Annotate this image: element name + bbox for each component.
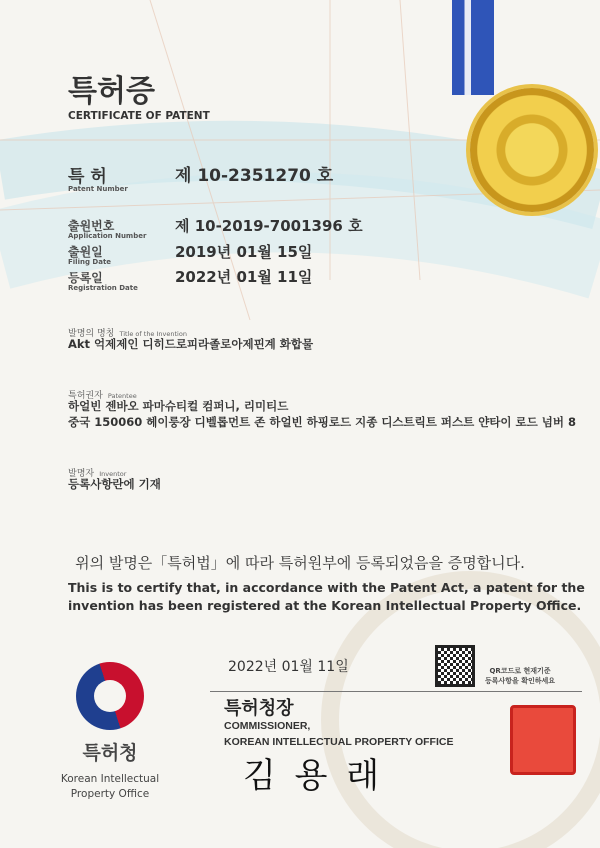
certification-en-1: This is to certify that, in accordance with the Patent Act, a patent for the — [68, 580, 585, 595]
qr-code[interactable] — [435, 645, 475, 687]
official-stamp — [510, 705, 576, 775]
office-name-en — [50, 772, 170, 802]
invention-title: Akt 억제제인 디히드로피라졸로아제핀계 화합물 — [68, 337, 314, 351]
page-title: 특허증 — [68, 74, 155, 109]
registration-label: 등록일 — [68, 271, 103, 285]
certification-en-2: invention has been registered at the Korean Intellectual Property Office. — [68, 598, 582, 613]
patent-label-en: Patent Number — [68, 185, 128, 193]
signature: 김 용 래 — [243, 756, 384, 796]
patent-label: 특 허 — [68, 167, 107, 187]
patentee-label-en: Patentee — [107, 392, 137, 400]
inventor-label-en: Inventor — [99, 470, 127, 478]
certification-ko: 위의 발명은「특허법」에 따라 특허원부에 등록되었음을 증명합니다. — [75, 554, 525, 572]
registration-date: 2022년 01월 11일 — [175, 268, 313, 286]
invention-label: 발명의 명칭 — [68, 329, 115, 339]
filing-date: 2019년 01월 15일 — [175, 243, 313, 261]
qr-note — [485, 666, 555, 686]
office-name-ko: 특허청 — [82, 742, 138, 764]
patent-number: 제 10-2351270 호 — [175, 166, 334, 186]
application-label: 출원번호 — [68, 219, 115, 233]
patentee-name: 하얼빈 젠바오 파마슈티컬 컴퍼니, 리미티드 — [68, 399, 289, 413]
divider — [210, 691, 582, 692]
inventor-value: 등록사항란에 기재 — [68, 477, 161, 491]
qr-note-1: QR코드로 현재기준 — [489, 667, 551, 675]
application-number: 제 10-2019-7001396 호 — [175, 217, 363, 235]
office-name-en-2: Property Office — [70, 788, 150, 800]
ribbon — [452, 0, 494, 95]
issue-date: 2022년 01월 11일 — [228, 659, 349, 675]
kipo-logo — [76, 662, 144, 730]
invention-label-en: Title of the Invention — [119, 330, 187, 338]
patentee-address: 중국 150060 헤이룽장 디벨롭먼트 존 하얼빈 하핑로드 지종 디스트릭트 퍼스트 얀타이 로드 넘버 8 — [68, 415, 576, 429]
office-name-en-1: Korean Intellectual — [60, 773, 160, 785]
application-label-en: Application Number — [68, 232, 147, 240]
gold-seal — [470, 88, 594, 212]
page-subtitle: CERTIFICATE OF PATENT — [68, 110, 210, 122]
patentee-label: 특허권자 — [68, 391, 103, 401]
qr-note-2: 등록사항을 확인하세요 — [485, 677, 556, 685]
registration-label-en: Registration Date — [68, 284, 138, 292]
commissioner-ko: 특허청장 — [224, 698, 294, 719]
inventor-label: 발명자 — [68, 469, 95, 479]
filing-label: 출원일 — [68, 245, 103, 259]
commissioner-en-2: KOREAN INTELLECTUAL PROPERTY OFFICE — [224, 736, 454, 748]
commissioner-en-1: COMMISSIONER, — [224, 720, 311, 732]
filing-label-en: Filing Date — [68, 258, 112, 266]
